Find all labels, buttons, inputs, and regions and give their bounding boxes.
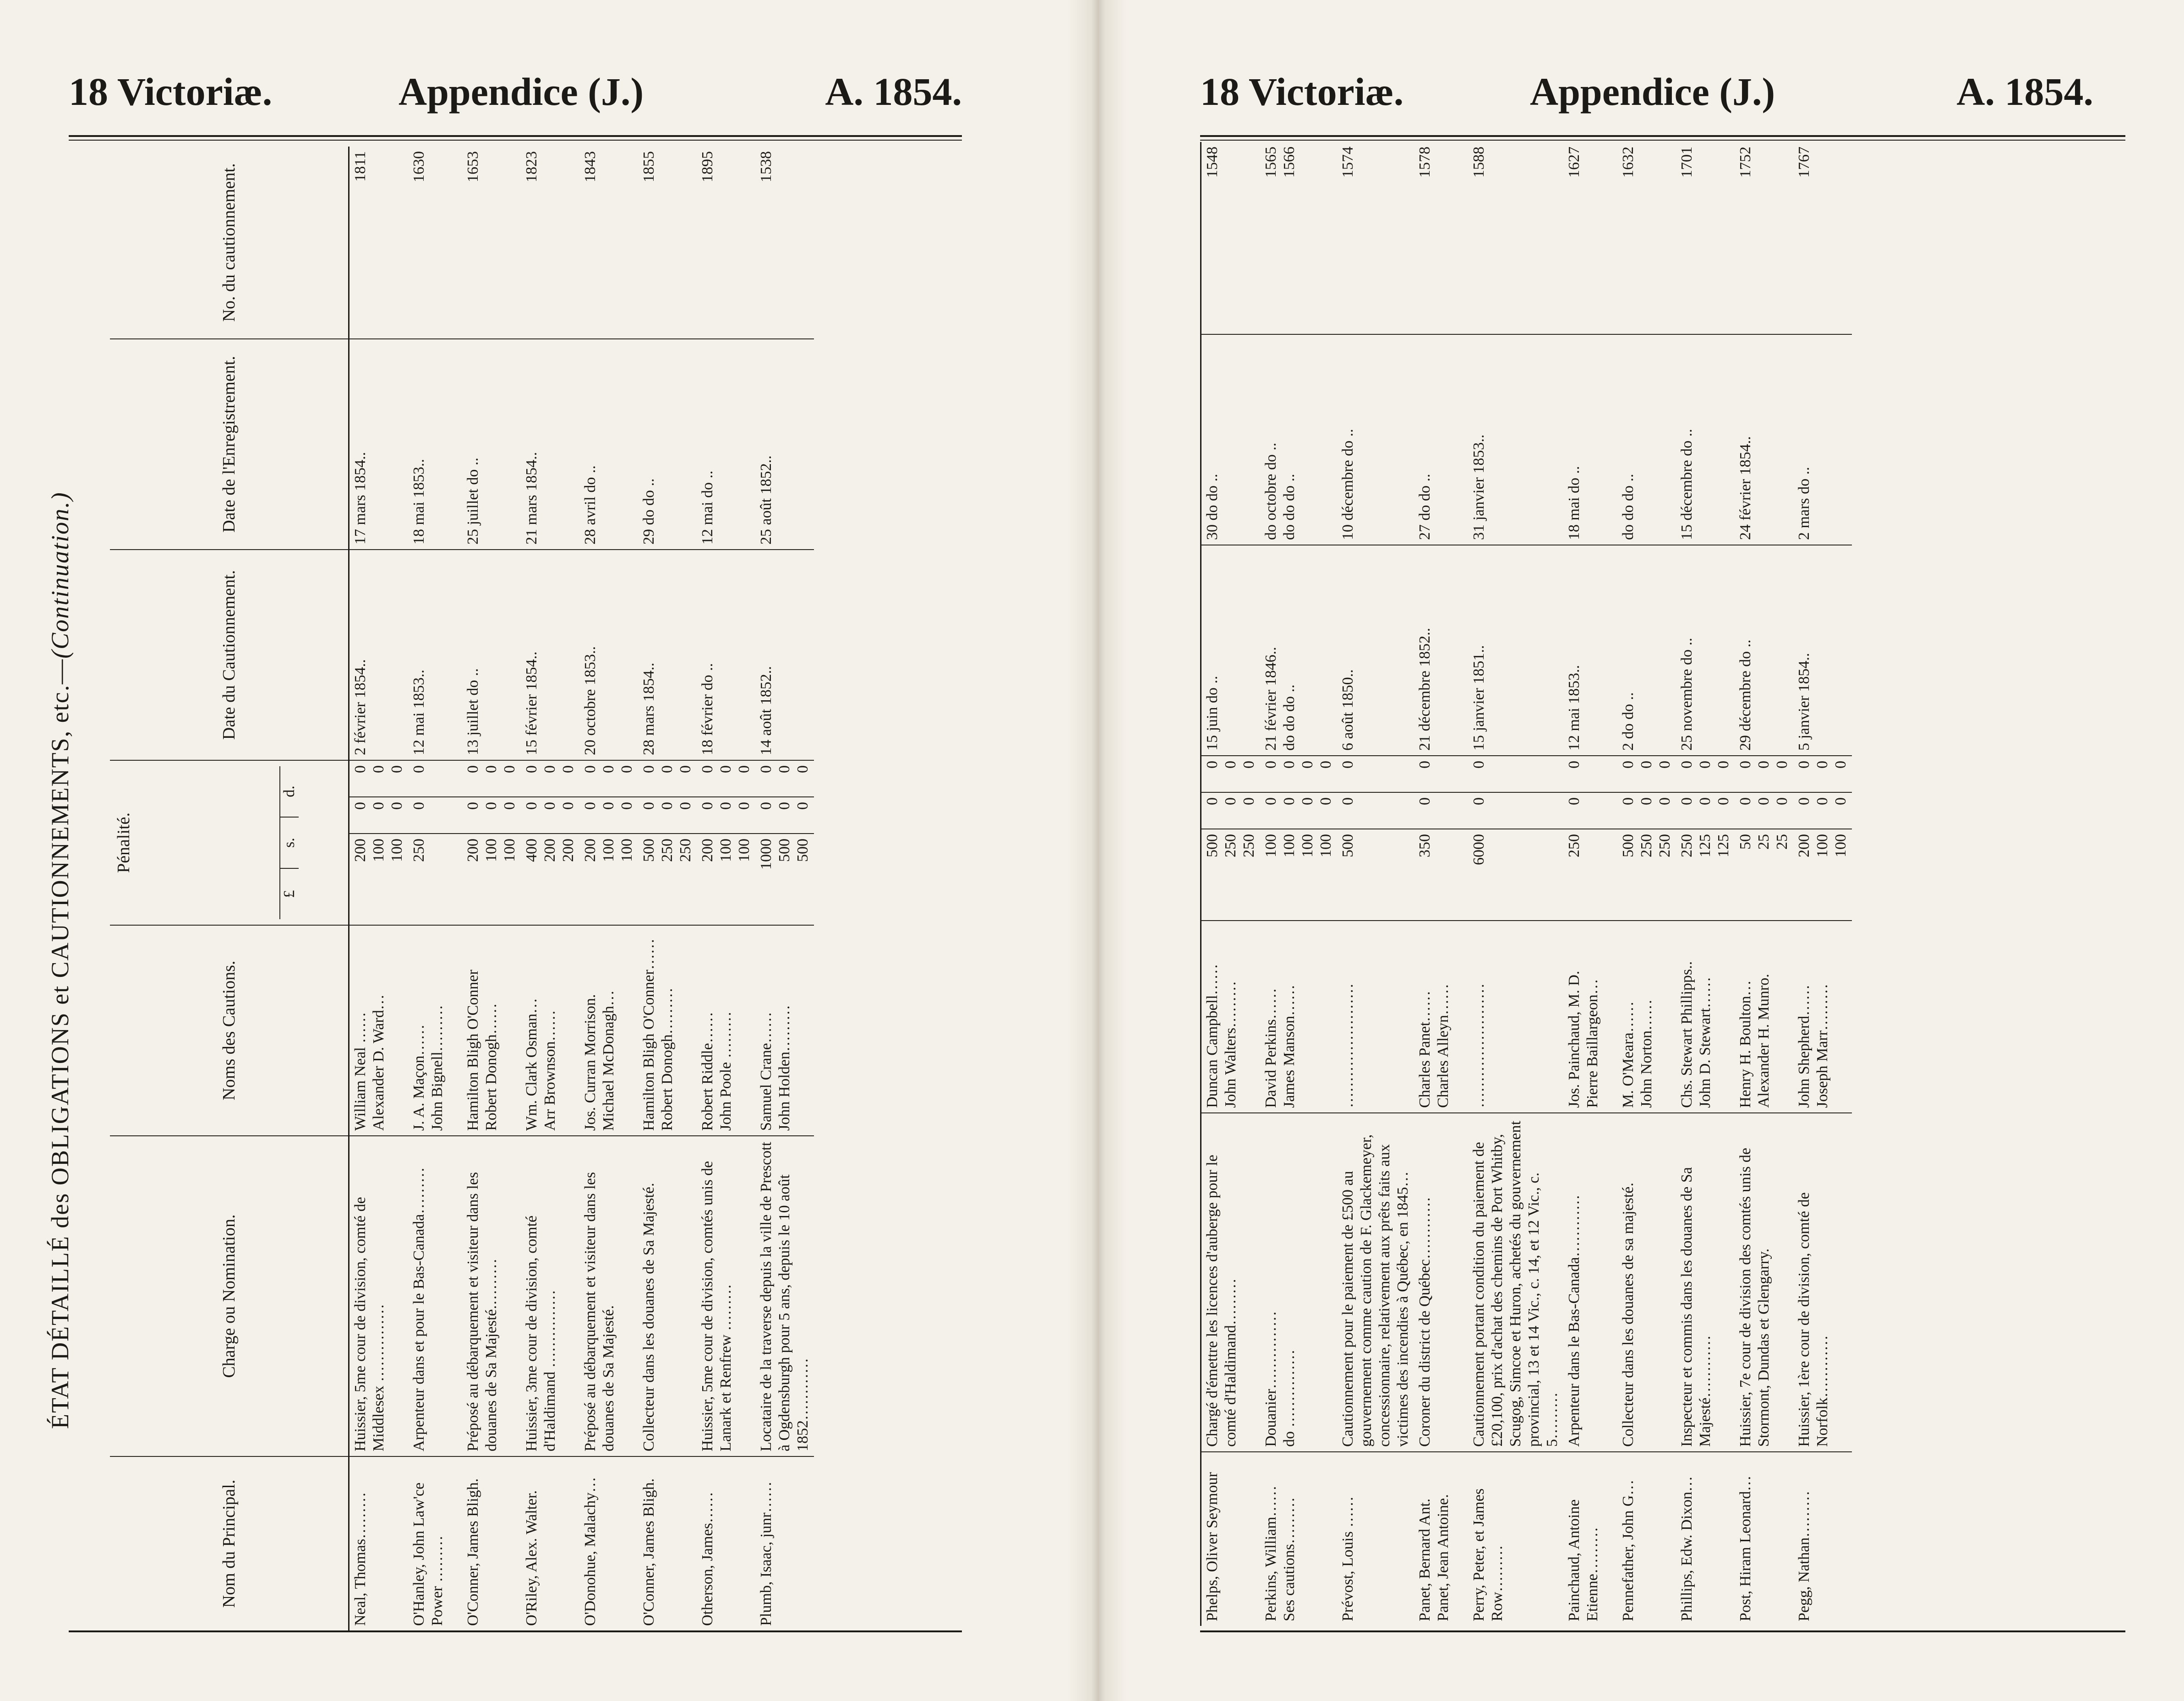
penalty-pounds: 1000 500 500 <box>755 834 814 925</box>
date-enregistrement-cell: 2 mars do .. <box>1793 334 1852 545</box>
bond-number: 1701 <box>1676 142 1735 334</box>
cautions-cell: …………………… <box>1337 921 1414 1113</box>
penalty-shillings: 0 0 0 <box>1735 792 1793 829</box>
table-row <box>697 147 755 1630</box>
charge-cell: Préposé au débarquement et visiteur dans les douanes de Sa Majesté. <box>579 1136 638 1456</box>
date-caution-cell: 14 août 1852.. <box>755 550 814 760</box>
bond-number: 1565 1566 <box>1260 142 1337 334</box>
table-row <box>1563 142 1617 1626</box>
penalty-pounds: 200 100 100 <box>349 834 409 925</box>
col-date-caution: Date du Cautionnement. <box>110 550 349 760</box>
penalty-pounds: 250 <box>408 834 462 925</box>
principal-cell: Neal, Thomas……… <box>352 1492 369 1626</box>
penalty-pence: 0 0 0 <box>1617 756 1676 792</box>
penalty-pence: 0 <box>408 760 462 797</box>
penalty-shillings: 0 <box>1414 792 1468 829</box>
date-enregistrement-cell: 30 do do .. <box>1201 334 1261 545</box>
col-cautions: Noms des Cautions. <box>110 925 349 1136</box>
penalty-pounds: 500 <box>1337 829 1414 921</box>
penalty-pence: 0 0 0 <box>1735 756 1793 792</box>
penalty-pence: 0 0 0 <box>638 760 697 797</box>
date-caution-cell: 20 octobre 1853.. <box>579 550 638 760</box>
penalty-pence: 0 0 0 <box>1676 756 1735 792</box>
table-row <box>1793 142 1852 1626</box>
date-enregistrement-cell: 18 mai do .. <box>1563 334 1617 545</box>
table-row <box>638 147 697 1630</box>
table-row <box>1676 142 1735 1626</box>
book-gutter <box>1067 0 1127 1701</box>
table-row <box>1468 142 1563 1626</box>
date-enregistrement-cell: 25 juillet do .. <box>462 339 521 550</box>
penalty-pounds: 50 25 25 <box>1735 829 1793 921</box>
penalty-pence: 0 0 0 <box>579 760 638 797</box>
bond-number: 1630 <box>408 147 462 339</box>
penalty-shillings: 0 <box>408 797 462 834</box>
date-caution-cell: 18 février do .. <box>697 550 755 760</box>
penalty-pounds: 250 125 125 <box>1676 829 1735 921</box>
date-caution-cell: 2 février 1854.. <box>349 550 409 760</box>
cautions-cell: J. A. Maçon…… John Bignell……… <box>408 925 462 1136</box>
left-page <box>0 0 1067 1701</box>
penalty-pounds: 200 100 100 <box>1793 829 1852 921</box>
date-enregistrement-cell: do do do .. <box>1617 334 1676 545</box>
date-caution-cell: 15 février 1854.. <box>521 550 579 760</box>
page-header <box>1200 69 2093 114</box>
bond-number: 1811 <box>349 147 409 339</box>
cautions-cell: Samuel Crane…… John Holden……… <box>755 925 814 1136</box>
cautions-cell: Charles Panet…… Charles Alleyn…… <box>1414 921 1468 1113</box>
bond-number: 1752 <box>1735 142 1793 334</box>
penalty-pounds: 350 <box>1414 829 1468 921</box>
penalty-shillings: 0 0 0 <box>755 797 814 834</box>
cautions-cell: Robert Riddle…… John Poole ……… <box>697 925 755 1136</box>
col-penalite: Pénalité. £ s. d. <box>110 760 349 925</box>
cautions-cell: Jos. Painchaud, M. D. Pierre Baillargeon… <box>1563 921 1617 1113</box>
date-enregistrement-cell: 25 août 1852.. <box>755 339 814 550</box>
penalty-shillings: 0 0 0 <box>579 797 638 834</box>
date-enregistrement-cell: 17 mars 1854.. <box>349 339 409 550</box>
header-rule-thin <box>1200 140 2125 141</box>
bond-number: 1574 <box>1337 142 1414 334</box>
table-row <box>521 147 579 1630</box>
table-row <box>579 147 638 1630</box>
charge-cell: Locataire de la traverse depuis la ville de Prescott à Ogdensburgh pour 5 ans, depuis le 10 août 1852………… <box>755 1136 814 1456</box>
penalty-pounds: 200 100 100 <box>579 834 638 925</box>
charge-cell: Arpenteur dans et pour le Bas-Canada……… <box>408 1136 462 1456</box>
date-caution-cell: 6 août 1850.. <box>1337 545 1414 756</box>
charge-cell: Collecteur dans les douanes de sa majesté. <box>1617 1113 1676 1452</box>
penalty-shillings: 0 0 0 <box>521 797 579 834</box>
principal-cell: O'Conner, James Bligh. <box>464 1478 481 1626</box>
bond-number: 1823 <box>521 147 579 339</box>
date-enregistrement-cell: 12 mai do .. <box>697 339 755 550</box>
date-caution-cell: 25 novembre do .. <box>1676 545 1735 756</box>
table-row <box>1201 142 1261 1626</box>
bonds-table <box>110 147 814 1630</box>
penalty-pounds: 250 <box>1563 829 1617 921</box>
charge-cell: Collecteur dans les douanes de Sa Majesté. <box>638 1136 697 1456</box>
cautions-cell: David Perkins…… James Manson…… <box>1260 921 1337 1113</box>
date-enregistrement-cell: 31 janvier 1853.. <box>1468 334 1563 545</box>
table-row <box>349 147 409 1630</box>
principal-cell: Phelps, Oliver Seymour <box>1204 1472 1221 1621</box>
penalty-pounds: 500 250 250 <box>638 834 697 925</box>
penalty-pence: 0 <box>1468 756 1563 792</box>
date-caution-cell: 13 juillet do .. <box>462 550 521 760</box>
table-row <box>1617 142 1676 1626</box>
charge-cell: Huissier, 1ère cour de division, comté de Norfolk………… <box>1793 1113 1852 1452</box>
obligations-table-right <box>1200 142 2125 1626</box>
page-header <box>69 69 962 114</box>
principal-cell: Plumb, Isaac, junr…… <box>758 1481 775 1626</box>
cautions-cell: William Neal …… Alexander D. Ward… <box>349 925 409 1136</box>
cautions-cell: Chs. Stewart Phillipps.. John D. Stewart…… <box>1676 921 1735 1113</box>
charge-cell: Cautionnement pour le paiement de £500 au gouvernement comme caution de F. Glackemeyer, concessionnaire, relativement aux prêts faits aux victimes des incendies à Québec, en 1845… <box>1337 1113 1414 1452</box>
header-year: A. 1854. <box>1956 70 2093 114</box>
principal-cell: Perkins, William…… Ses cautions……… <box>1262 1485 1298 1621</box>
date-enregistrement-cell: 18 mai 1853.. <box>408 339 462 550</box>
penalty-pounds: 200 100 100 <box>462 834 521 925</box>
principal-cell: O'Hanley, John Law'ce Power ……… <box>410 1482 446 1626</box>
date-caution-cell: 12 mai 1853.. <box>408 550 462 760</box>
date-caution-cell: 2 do do .. <box>1617 545 1676 756</box>
date-caution-cell: 21 février 1846.. do do do .. <box>1260 545 1337 756</box>
penalty-shillings: 0 <box>1563 792 1617 829</box>
principal-cell: Post, Hiram Leonard… <box>1737 1475 1754 1621</box>
cautions-cell: Hamilton Bligh O'Conner Robert Donogh…… <box>462 925 521 1136</box>
bond-number: 1653 <box>462 147 521 339</box>
obligations-table-left <box>110 147 962 1630</box>
penalty-pounds: 100 100 100 100 <box>1260 829 1337 921</box>
penalty-shillings: 0 0 0 <box>1676 792 1735 829</box>
principal-cell: Otherson, James…… <box>699 1492 716 1626</box>
header-rule <box>69 135 962 137</box>
charge-cell: Huissier, 5me cour de division, comtés unis de Lanark et Renfrew ……… <box>697 1136 755 1456</box>
penalty-pence: 0 0 0 <box>462 760 521 797</box>
bond-number: 1855 <box>638 147 697 339</box>
penalty-shillings: 0 0 0 <box>638 797 697 834</box>
principal-cell: Panet, Bernard Ant. Panet, Jean Antoine. <box>1416 1494 1452 1621</box>
charge-cell: Arpenteur dans le Bas-Canada………… <box>1563 1113 1617 1452</box>
principal-cell: O'Conner, James Bligh. <box>640 1478 657 1626</box>
charge-cell: Huissier, 5me cour de division, comté de Middlesex …………… <box>349 1136 409 1456</box>
charge-cell: Cautionnement portant condition du paiement de £20,100, prix d'achat des chemins de Port Whitby, Scugog, Simcoe et Huron, achetés du gouvernement provincial, 13 et 14 Vic., c. 14, et 12 Vic., c. 5……… <box>1468 1113 1563 1452</box>
charge-cell: Douanier…………… do …………… <box>1260 1113 1337 1452</box>
charge-cell: Préposé au débarquement et visiteur dans les douanes de Sa Majesté.……… <box>462 1136 521 1456</box>
bond-number: 1843 <box>579 147 638 339</box>
principal-cell: Prévost, Louis …… <box>1339 1496 1356 1621</box>
penalty-shillings: 0 <box>1468 792 1563 829</box>
date-caution-cell: 5 janvier 1854.. <box>1793 545 1852 756</box>
penalty-pounds: 500 250 250 <box>1617 829 1676 921</box>
bond-number: 1538 <box>755 147 814 339</box>
date-enregistrement-cell: 29 do do .. <box>638 339 697 550</box>
penalty-pounds: 200 100 100 <box>697 834 755 925</box>
col-number: No. du cautionnement. <box>110 147 349 339</box>
table-row <box>408 147 462 1630</box>
date-enregistrement-cell: 28 avril do .. <box>579 339 638 550</box>
header-appendix: Appendice (J.) <box>399 70 644 114</box>
date-enregistrement-cell: do octobre do .. do do do .. <box>1260 334 1337 545</box>
penalty-pence: 0 <box>1337 756 1414 792</box>
penalty-shillings: 0 0 0 <box>462 797 521 834</box>
cautions-cell: M. O'Meara…… John Norton…… <box>1617 921 1676 1113</box>
header-appendix: Appendice (J.) <box>1530 70 1775 114</box>
date-caution-cell: 15 juin do .. <box>1201 545 1261 756</box>
penalty-shillings: 0 0 0 0 <box>1260 792 1337 829</box>
table-row <box>1337 142 1414 1626</box>
date-enregistrement-cell: 24 février 1854.. <box>1735 334 1793 545</box>
right-page <box>1127 0 2184 1701</box>
table-row <box>755 147 814 1630</box>
date-enregistrement-cell: 27 do do .. <box>1414 334 1468 545</box>
cautions-cell: Wm. Clark Osman… Arr Brownson…… <box>521 925 579 1136</box>
date-caution-cell: 21 décembre 1852.. <box>1414 545 1468 756</box>
cautions-cell: Henry H. Boulton… Alexander H. Munro. <box>1735 921 1793 1113</box>
charge-cell: Huissier, 3me cour de division, comté d'Haldimand …………… <box>521 1136 579 1456</box>
principal-cell: Phillips, Edw. Dixon… <box>1678 1476 1695 1621</box>
date-caution-cell: 29 décembre do .. <box>1735 545 1793 756</box>
header-session: 18 Victoriæ. <box>1200 70 1404 114</box>
principal-cell: Perry, Peter, et James Row……… <box>1470 1488 1506 1621</box>
bond-number: 1548 <box>1201 142 1261 334</box>
charge-cell: Chargé d'émettre les licences d'auberge pour le comté d'Haldimand……… <box>1201 1113 1261 1452</box>
penalty-shillings: 0 0 0 <box>349 797 409 834</box>
header-year: A. 1854. <box>825 70 962 114</box>
penalty-shillings: 0 0 0 <box>697 797 755 834</box>
penalty-pounds: 6000 <box>1468 829 1563 921</box>
charge-cell: Huissier, 7e cour de division des comtés unis de Stormont, Dundas et Glengarry. <box>1735 1113 1793 1452</box>
date-enregistrement-cell: 15 décembre do .. <box>1676 334 1735 545</box>
penalty-pence: 0 0 0 <box>1793 756 1852 792</box>
cautions-cell: Jos. Curran Morrison. Michael McDonagh… <box>579 925 638 1136</box>
table-row <box>1735 142 1793 1626</box>
bond-number: 1895 <box>697 147 755 339</box>
table-row <box>462 147 521 1630</box>
header-rule <box>1200 135 2125 137</box>
bond-number: 1767 <box>1793 142 1852 334</box>
penalty-pence: 0 <box>1563 756 1617 792</box>
date-enregistrement-cell: 10 décembre do .. <box>1337 334 1414 545</box>
footer-rule <box>1200 1630 2125 1632</box>
bond-number: 1632 <box>1617 142 1676 334</box>
penalty-pence: 0 <box>1414 756 1468 792</box>
principal-cell: Painchaud, Antoine Etienne……… <box>1566 1499 1601 1621</box>
principal-cell: O'Riley, Alex. Walter. <box>523 1490 540 1626</box>
penalty-pence: 0 0 0 <box>755 760 814 797</box>
date-caution-cell: 15 janvier 1851.. <box>1468 545 1563 756</box>
date-enregistrement-cell: 21 mars 1854.. <box>521 339 579 550</box>
table-row <box>1260 142 1337 1626</box>
penalty-shillings: 0 0 0 <box>1793 792 1852 829</box>
charge-cell: Inspecteur et commis dans les douanes de Sa Majesté………… <box>1676 1113 1735 1452</box>
cautions-cell: John Shepherd…… Joseph Marr……… <box>1793 921 1852 1113</box>
cautions-cell: Duncan Campbell…… John Walters……… <box>1201 921 1261 1113</box>
penalty-shillings: 0 0 0 <box>1201 792 1261 829</box>
penalty-shillings: 0 0 0 <box>1617 792 1676 829</box>
header-rule-thin <box>69 140 962 141</box>
penalty-pence: 0 0 0 <box>1201 756 1261 792</box>
penalty-pence: 0 0 0 <box>697 760 755 797</box>
date-caution-cell: 28 mars 1854.. <box>638 550 697 760</box>
table-title: ÉTAT DÉTAILLÉ des OBLIGATIONS et CAUTIONNEMENTS, etc.—(Continuation.) <box>46 491 74 1429</box>
penalty-pounds: 400 200 200 <box>521 834 579 925</box>
penalty-shillings: 0 <box>1337 792 1414 829</box>
col-date-enreg: Date de l'Enregistrement. <box>110 339 349 550</box>
principal-cell: Pegg, Nathan……… <box>1796 1490 1813 1621</box>
bond-number: 1578 <box>1414 142 1468 334</box>
col-charge: Charge ou Nomination. <box>110 1136 349 1456</box>
date-caution-cell: 12 mai 1853.. <box>1563 545 1617 756</box>
bond-number: 1627 <box>1563 142 1617 334</box>
col-principal: Nom du Principal. <box>110 1456 349 1630</box>
principal-cell: O'Donohue, Malachy… <box>582 1477 599 1626</box>
footer-rule <box>69 1630 962 1632</box>
cautions-cell: …………………… <box>1468 921 1563 1113</box>
penalty-pence: 0 0 0 0 <box>1260 756 1337 792</box>
penalty-pence: 0 0 0 <box>349 760 409 797</box>
table-row <box>1414 142 1468 1626</box>
penalty-pence: 0 0 0 <box>521 760 579 797</box>
principal-cell: Pennefather, John G… <box>1620 1479 1637 1621</box>
cautions-cell: Hamilton Bligh O'Conner…… Robert Donogh……… <box>638 925 697 1136</box>
penalty-pounds: 500 250 250 <box>1201 829 1261 921</box>
bonds-table <box>1200 142 1852 1626</box>
charge-cell: Coroner du district de Québec………… <box>1414 1113 1468 1452</box>
header-session: 18 Victoriæ. <box>69 70 273 114</box>
bond-number: 1588 <box>1468 142 1563 334</box>
